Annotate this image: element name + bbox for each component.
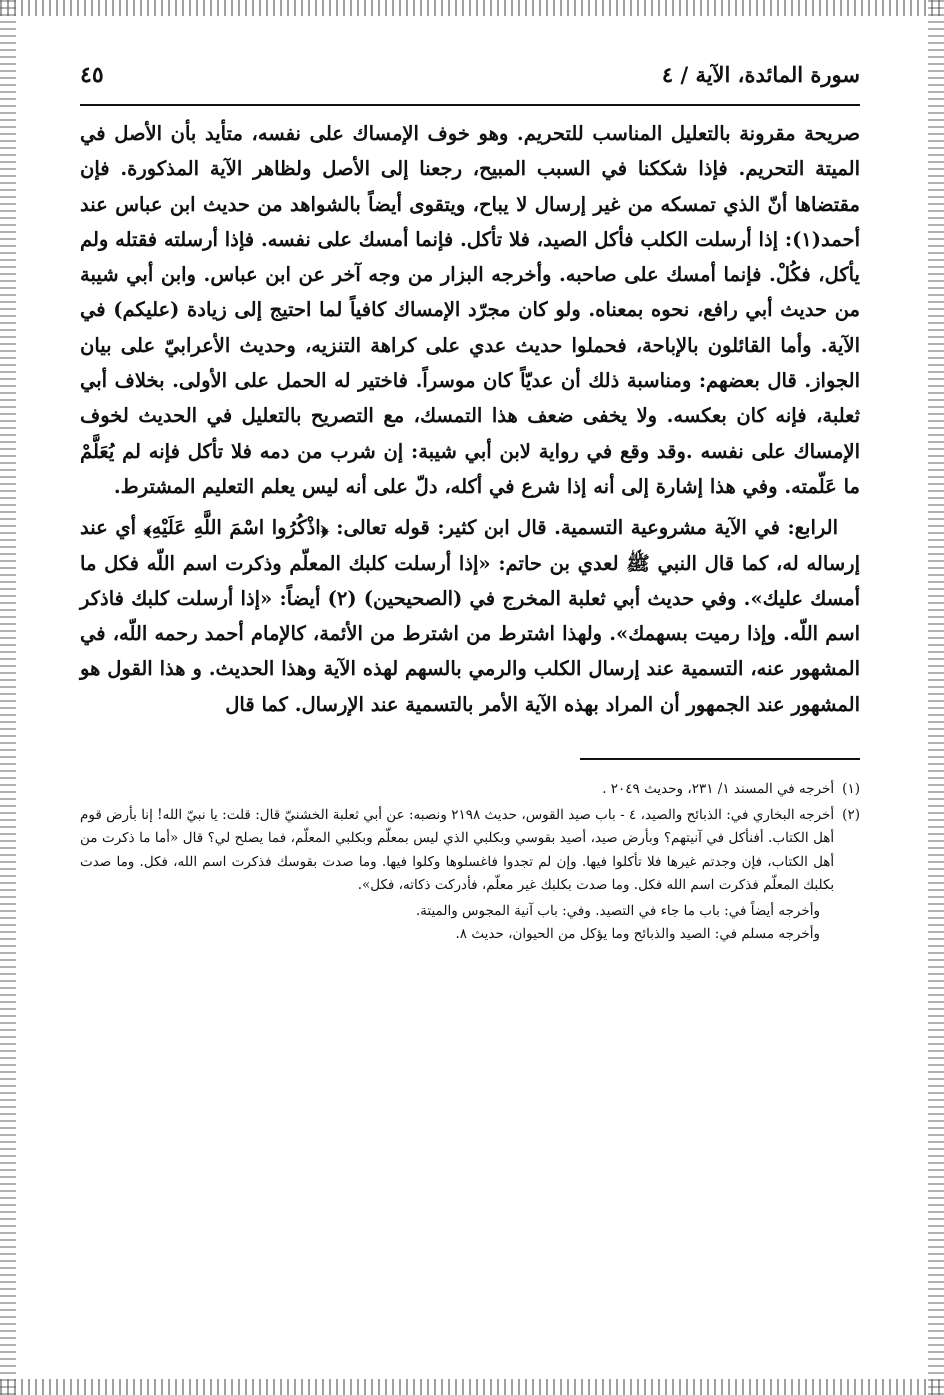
footnote-separator <box>580 758 860 760</box>
paragraph: صريحة مقرونة بالتعليل المناسب للتحريم. وهو خوف الإمساك على نفسه، متأيد بأن الأصل في الميتة التحريم. فإذا شككنا في السبب المبيح، رجعنا إلى الأصل ولظاهر الآية المذكورة. فإن مقتضاها أنّ الذي تمسكه من غير إرسال لا يباح، ويتقوى أيضاً بالشواهد من حديث ابن عباس عند أحمد(١): إذا أرسلت الكلب فأكل الصيد، فلا تأكل. فإنما أمسك على نفسه. فإذا أرسلته فقتله ولم يأكل، فكُلْ. فإنما أمسك على صاحبه. وأخرجه البزار من وجه آخر عن ابن عباس. وابن أبي شيبة من حديث أبي رافع، نحوه بمعناه. ولو كان مجرّد الإمساك كافياً لما احتيج إلى زيادة (عليكم) في الآية. وأما القائلون بالإباحة، فحملوا حديث عدي على كراهة التنزيه، وحديث الأعرابيّ على بيان الجواز. قال بعضهم: ومناسبة ذلك أن عديّاً كان موسراً. فاختير له الحمل على الأولى. بخلاف أبي ثعلبة، فإنه كان بعكسه. ولا يخفى ضعف هذا التمسك، مع التصريح بالتعليل في الحديث لخوف الإمساك على نفسه .وقد وقع في رواية لابن أبي شيبة: إن شرب من دمه فلا تأكل فإنه لم يُعَلَّمْ ما عَلّمته. وفي هذا إشارة إلى أنه إذا شرع في أكله، دلّ على أنه ليس يعلم التعليم المشترط. <box>80 122 860 498</box>
running-header <box>80 62 860 102</box>
decorative-border-right <box>928 0 944 1395</box>
footnote <box>80 778 860 802</box>
footnote-text: أخرجه البخاري في: الذبائح والصيد، ٤ - باب صيد القوس، حديث ٢١٩٨ ونصبه: عن أبي ثعلبة الخشنيّ قال: قلت: يا نبيّ الله! إنا بأرض قوم أهل الكتاب. أفنأكل في آنيتهم؟ وبأرض صيد، أصيد بقوسي وبكلبي الذي ليس بمعلّم وبكلبي المعلّم، فما يصلح لي؟ قال «أما ما ذكرت من أهل الكتاب، فإن وجدتم غيرها فلا تأكلوا فيها. وإن لم تجدوا فاغسلوها وكلوا فيها. وما صدت بقوسك فذكرت اسم الله، فكل. وما صدت بكلبك المعلّم فذكرت اسم الله فكل. وما صدت بكلبك غير معلّم، فأدركت ذكاته، فكل». <box>80 806 835 894</box>
decorative-border-left <box>0 0 16 1395</box>
page-number: ٤٥ <box>80 62 104 88</box>
decorative-border-bottom <box>0 1379 944 1395</box>
footnote-continuation: وأخرجه مسلم في: الصيد والذبائح وما يؤكل من الحيوان، حديث ٨. <box>455 926 820 943</box>
running-title: سورة المائدة، الآية / ٤ <box>661 62 860 87</box>
footnote-number: (١) <box>842 781 860 798</box>
footnote-text: أخرجه في المسند ١/ ٢٣١، وحديث ٢٠٤٩ . <box>602 781 835 798</box>
footnote-number: (٢) <box>842 806 860 823</box>
decorative-border-top <box>0 0 944 16</box>
footnote <box>80 804 860 898</box>
paragraph: الرابع: في الآية مشروعية التسمية. قال ابن كثير: قوله تعالى: ﴿اذْكُرُوا اسْمَ اللَّهِ عَلَيْهِ﴾ أي عند إرساله له، كما قال النبي ﷺ لعدي بن حاتم: «إذا أرسلت كلبك المعلّم وذكرت اسم اللّه فكل ما أمسك عليك». وفي حديث أبي ثعلبة المخرج في (الصحيحين) (٢) أيضاً: «إذا أرسلت كلبك فاذكر اسم اللّه. وإذا رميت بسهمك». ولهذا اشترط من اشترط من الأئمة، كالإمام أحمد رحمه اللّه، في المشهور عنه، التسمية عند إرسال الكلب والرمي بالسهم لهذه الآية وهذا الحديث. و هذا القول هو المشهور عند الجمهور أن المراد بهذه الآية الأمر بالتسمية عند الإرسال. كما قال <box>80 516 860 716</box>
footnotes <box>80 778 860 947</box>
footnote-continuation: وأخرجه أيضاً في: باب ما جاء في التصيد. وفي: باب آنية المجوس والميتة. <box>415 902 820 919</box>
main-text <box>80 116 860 722</box>
book-page <box>80 62 860 947</box>
header-rule <box>80 104 860 106</box>
